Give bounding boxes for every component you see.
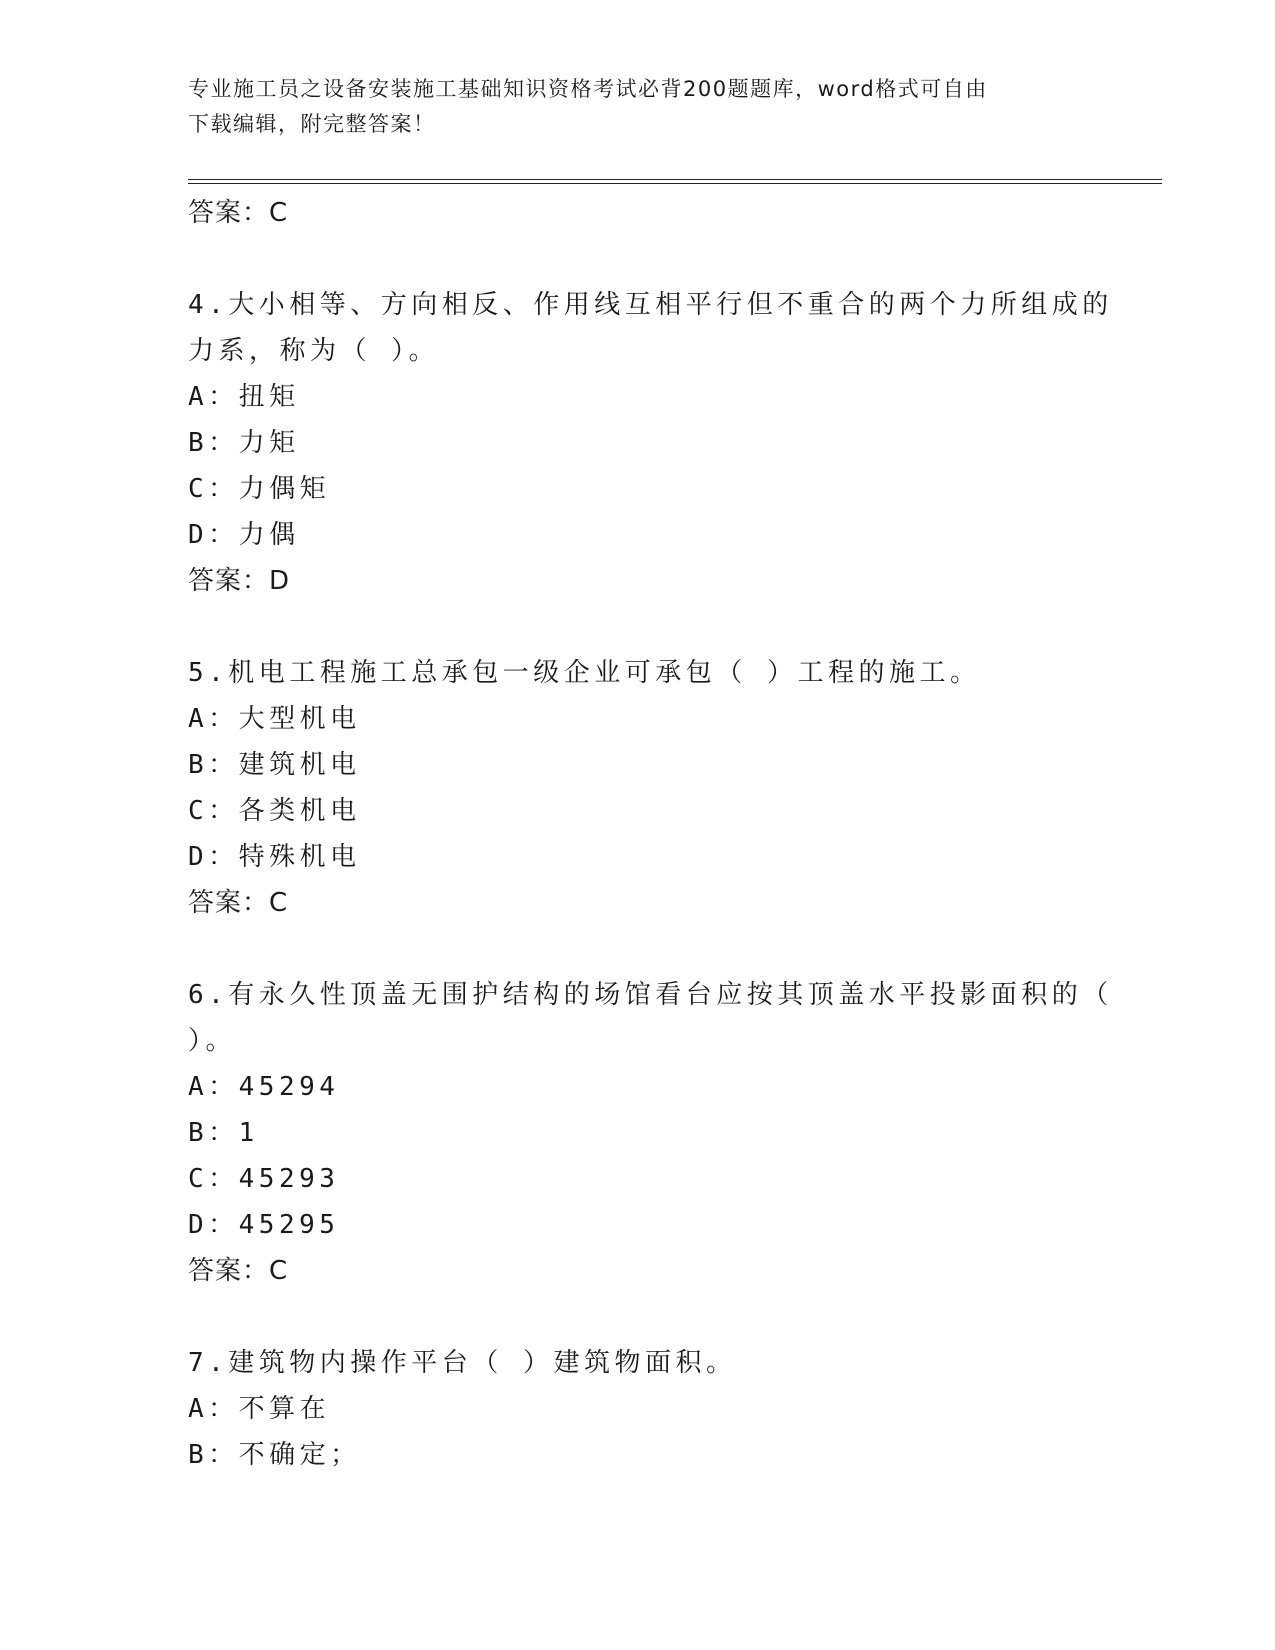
question-4-option-c: C：力偶矩 bbox=[188, 474, 331, 504]
question-7-stem-line-1: 7.建筑物内操作平台（ ）建筑物面积。 bbox=[188, 1348, 737, 1378]
previous-answer: 答案：C bbox=[188, 198, 289, 228]
header-divider-top bbox=[188, 179, 1162, 180]
question-5-option-b: B：建筑机电 bbox=[188, 750, 361, 780]
question-5-option-a: A：大型机电 bbox=[188, 704, 361, 734]
spacer bbox=[188, 604, 1088, 650]
question-5-answer: 答案：C bbox=[188, 888, 289, 918]
question-list bbox=[188, 190, 1113, 1478]
document-header bbox=[188, 72, 1088, 142]
question-7-option-b: B：不确定； bbox=[188, 1440, 361, 1470]
question-6-option-c: C：45293 bbox=[188, 1164, 340, 1194]
question-7 bbox=[188, 1340, 1088, 1478]
question-4 bbox=[188, 282, 1113, 604]
question-5-stem-line-1: 5.机电工程施工总承包一级企业可承包（ ）工程的施工。 bbox=[188, 658, 981, 688]
question-6-option-d: D：45295 bbox=[188, 1210, 340, 1240]
spacer bbox=[188, 926, 1088, 972]
question-5 bbox=[188, 650, 1088, 926]
question-6-option-a: A：45294 bbox=[188, 1072, 340, 1102]
question-4-option-b: B：力矩 bbox=[188, 428, 300, 458]
question-4-stem-line-1: 4.大小相等、方向相反、作用线互相平行但不重合的两个力所组成的 bbox=[188, 290, 1113, 320]
spacer bbox=[188, 236, 1088, 282]
question-4-option-d: D：力偶 bbox=[188, 520, 300, 550]
question-6-stem-line-1: 6.有永久性顶盖无围护结构的场馆看台应按其顶盖水平投影面积的（ bbox=[188, 980, 1113, 1010]
question-4-option-a: A：扭矩 bbox=[188, 382, 300, 412]
question-6-answer: 答案：C bbox=[188, 1256, 289, 1286]
spacer bbox=[188, 1294, 1088, 1340]
document-title-line-1: 专业施工员之设备安装施工基础知识资格考试必背200题题库，word格式可自由 bbox=[188, 77, 988, 101]
question-5-option-c: C：各类机电 bbox=[188, 796, 361, 826]
question-6-option-b: B：1 bbox=[188, 1118, 259, 1148]
question-7-option-a: A：不算在 bbox=[188, 1394, 331, 1424]
document-title-line-2: 下载编辑，附完整答案！ bbox=[188, 112, 436, 136]
header-divider-bottom bbox=[188, 183, 1162, 184]
question-6-stem-line-2: ）。 bbox=[188, 1026, 237, 1056]
question-5-option-d: D：特殊机电 bbox=[188, 842, 361, 872]
question-4-answer: 答案：D bbox=[188, 566, 291, 596]
question-4-stem-line-2: 力系，称为（ ）。 bbox=[188, 336, 440, 366]
question-6 bbox=[188, 972, 1113, 1294]
